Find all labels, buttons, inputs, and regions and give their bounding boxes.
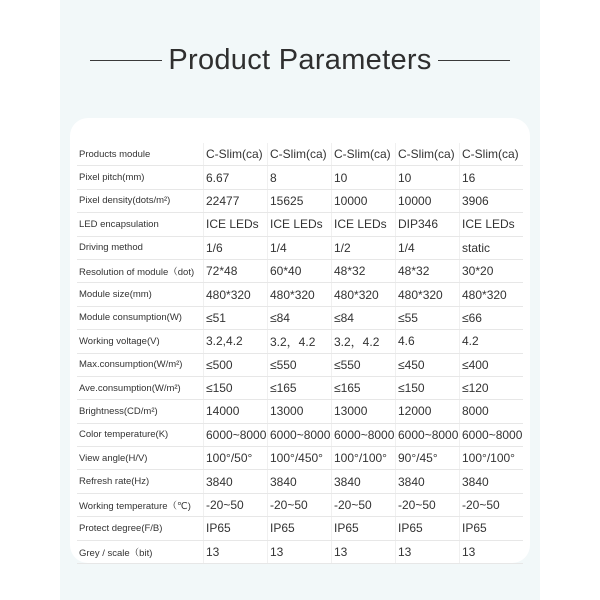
table-row <box>77 470 523 493</box>
table-row <box>77 143 523 166</box>
parameter-value: 6000~8000 <box>460 423 524 446</box>
parameter-value: C-Slim(ca) <box>396 143 460 166</box>
table-row <box>77 189 523 212</box>
parameter-value: 72*48 <box>204 259 268 282</box>
table-row <box>77 376 523 399</box>
parameter-value: ICE LEDs <box>268 213 332 236</box>
parameter-value: 100°/100° <box>460 447 524 470</box>
table-row <box>77 447 523 470</box>
parameter-value: C-Slim(ca) <box>204 143 268 166</box>
table-row <box>77 166 523 189</box>
parameter-value: 14000 <box>204 400 268 423</box>
parameter-value: 16 <box>460 166 524 189</box>
table-row <box>77 283 523 306</box>
parameter-label: Pixel pitch(mm) <box>77 166 204 189</box>
parameter-label: Grey / scale（bit) <box>77 540 204 563</box>
parameter-value: 6000~8000 <box>204 423 268 446</box>
parameter-value: -20~50 <box>460 493 524 516</box>
parameter-value: 480*320 <box>332 283 396 306</box>
parameter-label: LED encapsulation <box>77 213 204 236</box>
table-row <box>77 236 523 259</box>
parameter-value: 1/2 <box>332 236 396 259</box>
parameter-value: 13000 <box>268 400 332 423</box>
parameter-value: 4.6 <box>396 330 460 353</box>
parameter-label: Ave.consumption(W/m²) <box>77 376 204 399</box>
parameter-value: 100°/100° <box>332 447 396 470</box>
parameter-value: ≤500 <box>204 353 268 376</box>
parameter-value: 13 <box>204 540 268 563</box>
parameter-value: 60*40 <box>268 259 332 282</box>
parameter-value: 8000 <box>460 400 524 423</box>
parameter-label: Refresh rate(Hz) <box>77 470 204 493</box>
parameter-value: C-Slim(ca) <box>332 143 396 166</box>
parameter-value: 1/4 <box>268 236 332 259</box>
parameter-value: IP65 <box>268 517 332 540</box>
parameter-value: ≤84 <box>332 306 396 329</box>
title-rule-right <box>438 60 510 61</box>
parameter-value: ≤165 <box>332 376 396 399</box>
parameter-label: Brightness(CD/m²) <box>77 400 204 423</box>
parameter-label: Resolution of module（dot) <box>77 259 204 282</box>
parameter-value: 48*32 <box>332 259 396 282</box>
parameter-value: ≤120 <box>460 376 524 399</box>
parameter-value: 3840 <box>332 470 396 493</box>
parameter-value: 10 <box>332 166 396 189</box>
parameter-value: IP65 <box>396 517 460 540</box>
table-row <box>77 540 523 563</box>
parameter-value: 8 <box>268 166 332 189</box>
parameter-value: -20~50 <box>204 493 268 516</box>
parameter-value: 12000 <box>396 400 460 423</box>
parameter-value: 3840 <box>268 470 332 493</box>
parameter-label: Products module <box>77 143 204 166</box>
parameters-table <box>77 143 523 564</box>
parameter-value: 13 <box>396 540 460 563</box>
parameter-value: 6000~8000 <box>332 423 396 446</box>
parameter-value: 13 <box>332 540 396 563</box>
parameter-value: 13 <box>268 540 332 563</box>
parameter-value: ≤550 <box>332 353 396 376</box>
parameter-label: Working temperature（℃) <box>77 493 204 516</box>
page-title: Product Parameters <box>168 43 432 76</box>
parameter-value: ICE LEDs <box>204 213 268 236</box>
parameter-value: 480*320 <box>268 283 332 306</box>
parameter-value: ≤66 <box>460 306 524 329</box>
parameter-value: 3840 <box>204 470 268 493</box>
parameter-value: 1/4 <box>396 236 460 259</box>
parameter-value: ≤400 <box>460 353 524 376</box>
parameter-label: Working voltage(V) <box>77 330 204 353</box>
parameter-value: 30*20 <box>460 259 524 282</box>
parameter-value: 90°/45° <box>396 447 460 470</box>
table-row <box>77 213 523 236</box>
parameters-table-body <box>77 143 523 564</box>
parameter-value: C-Slim(ca) <box>268 143 332 166</box>
parameter-value: -20~50 <box>396 493 460 516</box>
parameter-value: 10 <box>396 166 460 189</box>
parameter-value: 48*32 <box>396 259 460 282</box>
parameter-label: Module consumption(W) <box>77 306 204 329</box>
parameter-label: Pixel density(dots/m²) <box>77 189 204 212</box>
parameter-label: Protect degree(F/B) <box>77 517 204 540</box>
parameter-value: ≤550 <box>268 353 332 376</box>
table-row <box>77 493 523 516</box>
parameter-value: 3.2，4.2 <box>332 330 396 353</box>
parameter-value: 4.2 <box>460 330 524 353</box>
parameter-value: C-Slim(ca) <box>460 143 524 166</box>
title-rule-left <box>90 60 162 61</box>
table-row <box>77 353 523 376</box>
parameter-value: ≤51 <box>204 306 268 329</box>
table-row <box>77 330 523 353</box>
parameter-value: 10000 <box>396 189 460 212</box>
parameter-value: ≤150 <box>396 376 460 399</box>
parameter-value: 480*320 <box>396 283 460 306</box>
table-row <box>77 306 523 329</box>
parameter-label: View angle(H/V) <box>77 447 204 470</box>
parameter-value: static <box>460 236 524 259</box>
parameter-value: 13 <box>460 540 524 563</box>
parameter-value: IP65 <box>332 517 396 540</box>
parameter-value: 3906 <box>460 189 524 212</box>
parameter-value: 6.67 <box>204 166 268 189</box>
parameter-value: 3840 <box>396 470 460 493</box>
parameter-value: ≤84 <box>268 306 332 329</box>
table-row <box>77 400 523 423</box>
parameter-value: ≤55 <box>396 306 460 329</box>
parameter-value: 100°/450° <box>268 447 332 470</box>
parameter-value: 1/6 <box>204 236 268 259</box>
parameter-value: ≤450 <box>396 353 460 376</box>
parameter-value: 3.2，4.2 <box>268 330 332 353</box>
parameter-value: 3840 <box>460 470 524 493</box>
parameter-label: Driving method <box>77 236 204 259</box>
parameter-value: 3.2,4.2 <box>204 330 268 353</box>
parameter-value: -20~50 <box>332 493 396 516</box>
parameter-label: Max.consumption(W/m²) <box>77 353 204 376</box>
parameter-value: 100°/50° <box>204 447 268 470</box>
table-row <box>77 517 523 540</box>
parameter-value: 6000~8000 <box>396 423 460 446</box>
table-row <box>77 259 523 282</box>
parameter-value: 480*320 <box>460 283 524 306</box>
parameter-value: -20~50 <box>268 493 332 516</box>
parameter-value: ICE LEDs <box>332 213 396 236</box>
parameter-label: Color temperature(K) <box>77 423 204 446</box>
parameter-value: 15625 <box>268 189 332 212</box>
parameter-value: IP65 <box>204 517 268 540</box>
parameter-value: ICE LEDs <box>460 213 524 236</box>
parameter-value: 13000 <box>332 400 396 423</box>
parameter-label: Module size(mm) <box>77 283 204 306</box>
title-row <box>90 42 510 78</box>
parameter-value: DIP346 <box>396 213 460 236</box>
parameter-value: 22477 <box>204 189 268 212</box>
parameter-value: ≤165 <box>268 376 332 399</box>
parameter-value: 480*320 <box>204 283 268 306</box>
parameter-value: ≤150 <box>204 376 268 399</box>
parameter-value: IP65 <box>460 517 524 540</box>
parameter-value: 6000~8000 <box>268 423 332 446</box>
table-row <box>77 423 523 446</box>
parameter-value: 10000 <box>332 189 396 212</box>
